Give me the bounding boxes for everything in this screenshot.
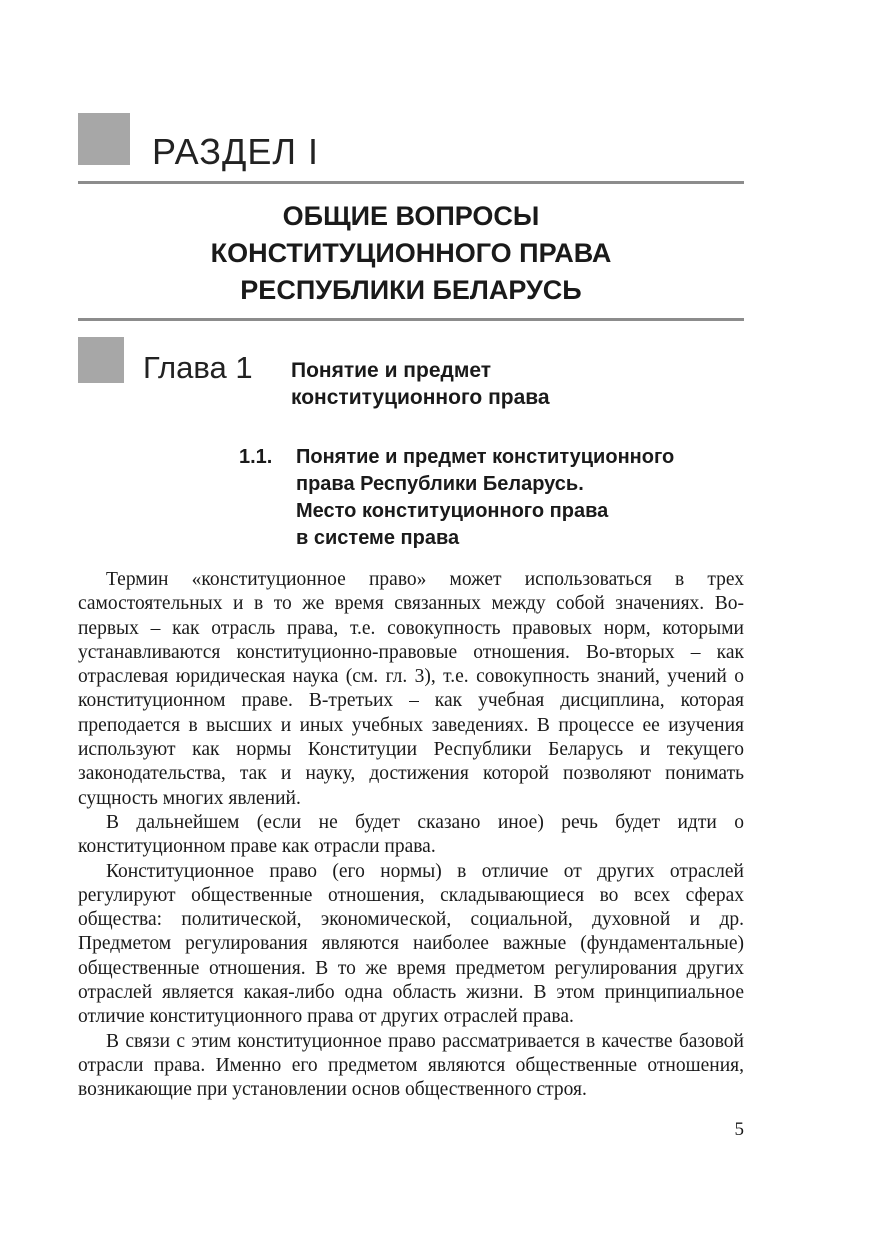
- section-title-line: РЕСПУБЛИКИ БЕЛАРУСЬ: [240, 275, 582, 305]
- section-title-line: ОБЩИЕ ВОПРОСЫ: [282, 201, 540, 231]
- subsection-title-line: Понятие и предмет конституционного: [296, 446, 675, 468]
- chapter-label: Глава 1: [143, 350, 253, 385]
- chapter-marker-square: [78, 337, 124, 383]
- section-title-line: КОНСТИТУЦИОННОГО ПРАВА: [210, 238, 612, 268]
- subsection-title-line: Место конституционного права: [296, 500, 609, 522]
- body-paragraph: Конституционное право (его нормы) в отличие от других отраслей регулируют общественные отношения, складывающиеся во всех сферах общества: политической, экономической, социальной, духовной и др. Предметом регулирования являются наиболее важные (фундаментальные) общественные отношения. В то же время предметом регулирования других отраслей является какая-либо одна область жизни. В этом принципиальное отличие конституционного права от других отраслей права.: [78, 860, 744, 1028]
- page-number: 5: [734, 1119, 744, 1140]
- body-paragraph: В дальнейшем (если не будет сказано иное) речь будет идти о конституционном праве как отрасли права.: [78, 811, 744, 858]
- body-paragraph: Термин «конституционное право» может использоваться в трех самостоятельных и в то же время связанных между собой значениях. Во-первых – как отрасль права, т.е. совокупность правовых норм, которыми устанавливаются конституционно-правовые отношения. Во-вторых – как отраслевая юридическая наука (см. гл. 3), т.е. совокупность знаний, учений о конституционном праве. В-третьих – как учебная дисциплина, которая преподается в высших и иных учебных заведениях. В процессе ее изучения используют как нормы Конституции Республики Беларусь и текущего законодательства, так и науку, достижения которой позволяют понимать сущность многих явлений.: [78, 569, 744, 809]
- chapter-title-line: Понятие и предмет: [291, 359, 492, 382]
- subsection-title: [296, 444, 726, 552]
- section-marker-square: [78, 113, 130, 165]
- subsection-title-line: в системе права: [296, 527, 460, 549]
- chapter-title-line: конституционного права: [291, 386, 550, 409]
- subsection-title-line: права Республики Беларусь.: [296, 473, 584, 495]
- subsection-number: 1.1.: [239, 446, 273, 468]
- section-title: [78, 198, 744, 309]
- body-text: [78, 568, 744, 1103]
- body-paragraph: В связи с этим конституционное право рассматривается в качестве базовой отрасли права. Именно его предметом являются общественные отношения, возникающие при установлении основ общественного строя.: [78, 1030, 744, 1101]
- section-bottom-rule: [78, 318, 744, 321]
- section-label: РАЗДЕЛ I: [152, 131, 319, 172]
- chapter-title: [291, 357, 550, 411]
- section-top-rule: [78, 181, 744, 184]
